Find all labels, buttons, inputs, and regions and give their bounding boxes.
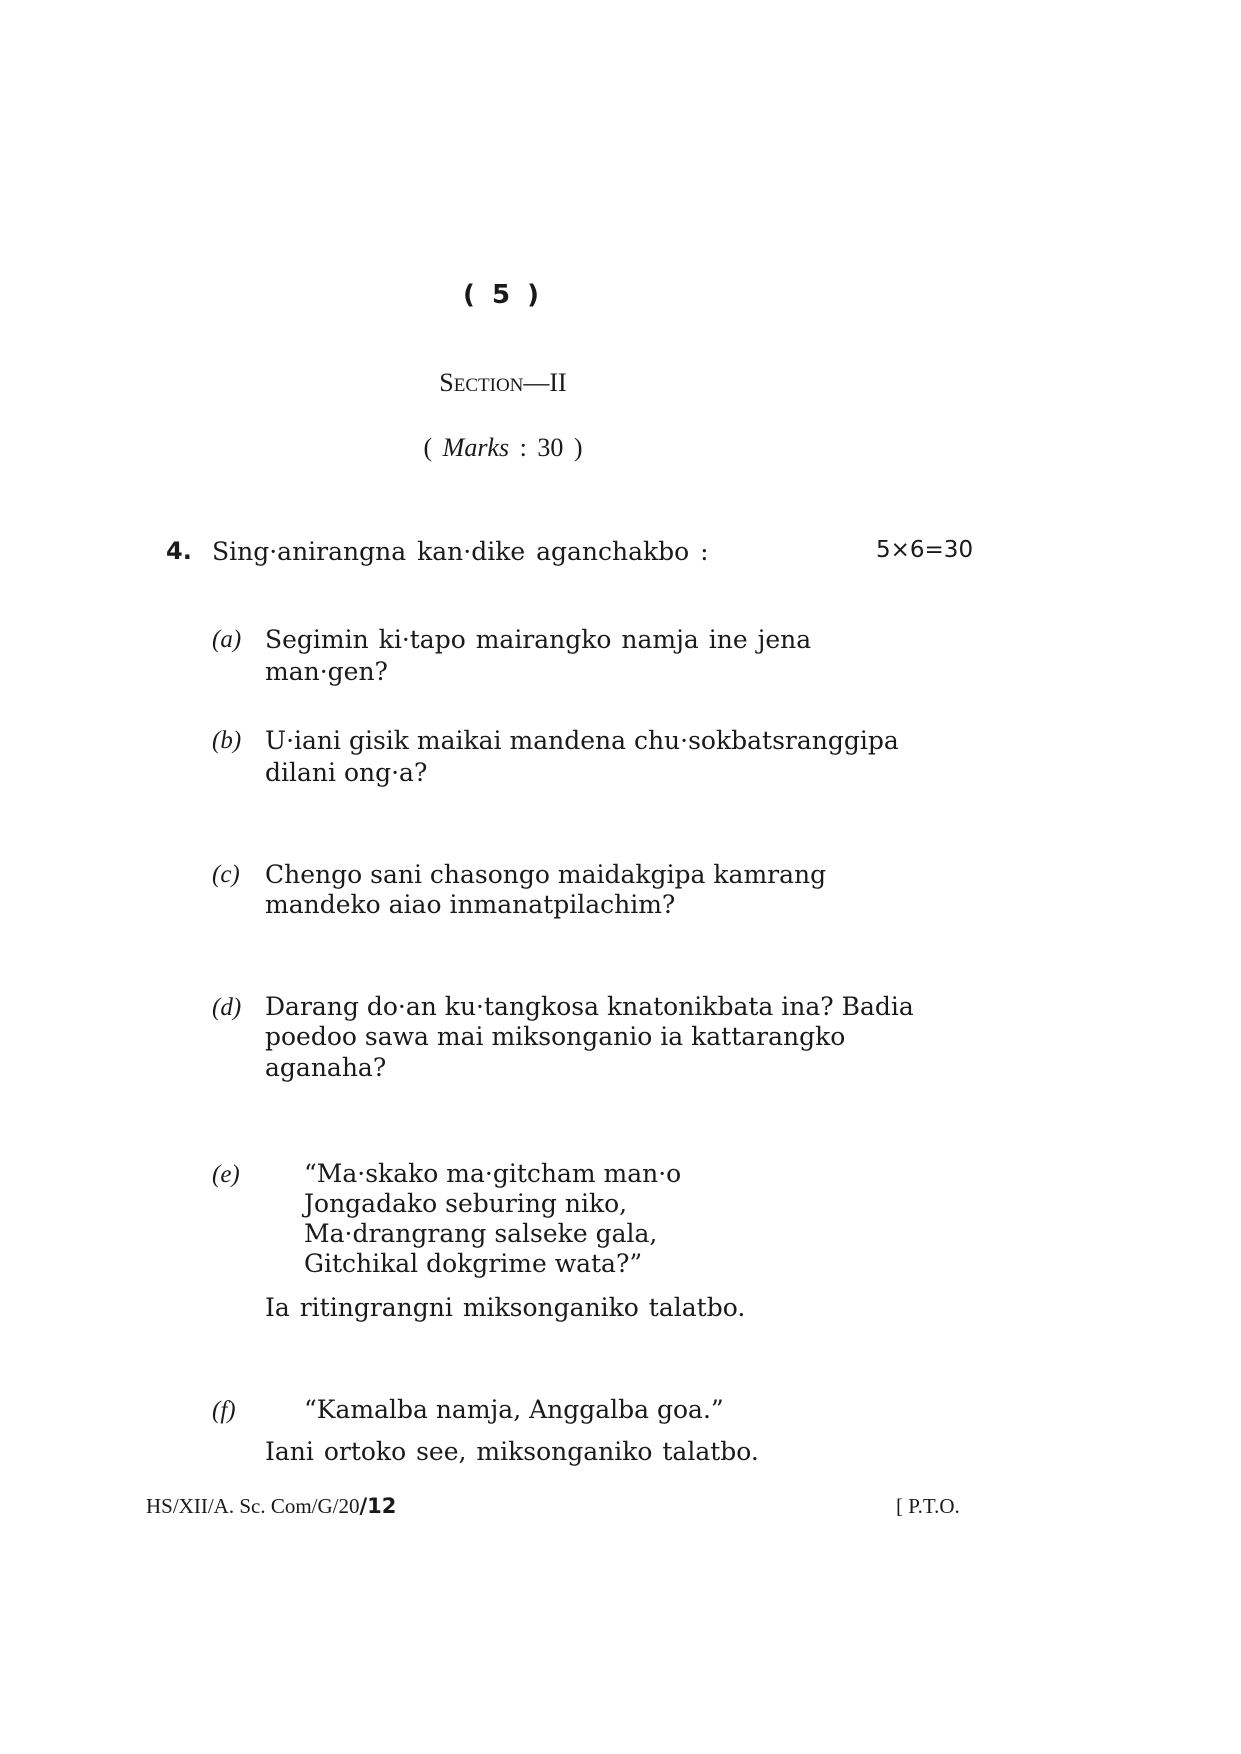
question-marks: 5×6=30 [876, 537, 974, 563]
part-d-line-1: Darang do·an ku·tangkosa knatonikbata ina? Badia [265, 992, 914, 1021]
footer-code-bold: /12 [359, 1494, 397, 1518]
part-label-e: (e) [212, 1161, 240, 1188]
part-f-quote: “Kamalba namja, Anggalba goa.” [304, 1395, 724, 1424]
part-d-line-2: poedoo sawa mai miksonganio ia kattarangko [265, 1022, 846, 1051]
part-c-line-2: mandeko aiao inmanatpilachim? [265, 890, 676, 919]
marks-value: : 30 [519, 433, 564, 462]
footer-code [146, 1494, 396, 1519]
part-a-text: Segimin ki·tapo mairangko namja ine jena man·gen? [265, 625, 812, 686]
part-e-poem-line-3: Ma·drangrang salseke gala, [304, 1219, 658, 1248]
question-text: Sing·anirangna kan·dike aganchakbo : [212, 537, 709, 566]
section-heading-smallcaps: ECTION [453, 375, 524, 396]
part-e-poem-line-2: Jongadako seburing niko, [304, 1189, 628, 1218]
section-marks [0, 433, 1006, 463]
part-c-line-1: Chengo sani chasongo maidakgipa kamrang [265, 860, 827, 889]
part-d-line-3: aganaha? [265, 1053, 387, 1082]
part-b-line-1: U·iani gisik maikai mandena chu·sokbatsranggipa [265, 726, 899, 755]
part-e-instruction: Ia ritingrangni miksonganiko talatbo. [265, 1293, 746, 1322]
part-label-a: (a) [212, 626, 242, 653]
footer-code-text: HS/XII/A. Sc. Com/G/20 [146, 1494, 360, 1518]
part-label-b: (b) [212, 727, 242, 754]
section-heading [0, 368, 1006, 398]
part-e-poem-line-4: Gitchikal dokgrime wata?” [304, 1249, 643, 1278]
footer-pto: [ P.T.O. [896, 1494, 960, 1518]
section-heading-initial: S [439, 368, 454, 397]
marks-close-paren: ) [573, 433, 583, 462]
marks-open-paren: ( [423, 433, 433, 462]
part-label-c: (c) [212, 861, 240, 888]
part-e-poem-line-1: “Ma·skako ma·gitcham man·o [304, 1159, 682, 1188]
marks-label: Marks [442, 433, 510, 462]
part-b-line-2: dilani ong·a? [265, 758, 428, 787]
part-label-d: (d) [212, 994, 242, 1021]
page-number: ( 5 ) [463, 280, 543, 310]
part-label-f: (f) [212, 1397, 236, 1424]
question-number: 4. [166, 537, 192, 565]
part-f-instruction: Iani ortoko see, miksonganiko talatbo. [265, 1437, 759, 1466]
section-heading-suffix: —II [523, 368, 567, 397]
